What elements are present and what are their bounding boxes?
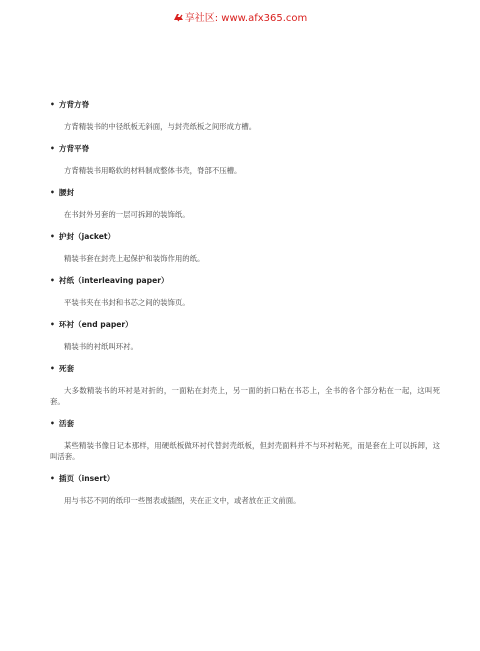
- glossary-entry: [50, 100, 440, 132]
- entry-term: • 活套: [50, 419, 75, 428]
- entry-definition: 方背精装书的中径纸板无斜面，与封壳纸板之间形成方槽。: [64, 122, 257, 131]
- glossary-content: [50, 100, 440, 506]
- bullet-icon: •: [50, 144, 55, 153]
- entry-definition: 用与书芯不同的纸印一些图表或插图，夹在正文中，或者放在正文前面。: [64, 496, 301, 505]
- entry-definition: 平装书夹在书封和书芯之间的装饰页。: [64, 298, 190, 307]
- entry-term: • 腰封: [50, 188, 75, 197]
- bullet-icon: •: [50, 232, 55, 241]
- page-header: [0, 9, 480, 24]
- entry-term: • 衬纸（interleaving paper）: [50, 276, 169, 285]
- entry-definition: 精装书套在封壳上起保护和装饰作用的纸。: [64, 254, 205, 263]
- glossary-entry: [50, 232, 440, 264]
- entry-term: • 死套: [50, 364, 75, 373]
- entry-term: • 插页（insert）: [50, 474, 115, 483]
- entry-term: • 方背方脊: [50, 100, 90, 109]
- entry-definition: 精装书的衬纸叫环衬。: [64, 342, 138, 351]
- glossary-entry: [50, 188, 440, 220]
- glossary-entry: [50, 320, 440, 352]
- glossary-entry: [50, 276, 440, 308]
- glossary-entry: [50, 364, 440, 407]
- bullet-icon: •: [50, 320, 55, 329]
- afx-logo-icon: [173, 11, 184, 24]
- bullet-icon: •: [50, 100, 55, 109]
- glossary-entry: [50, 474, 440, 506]
- bullet-icon: •: [50, 419, 55, 428]
- entry-definition: 方背精装书用略软的材料制成整体书壳，脊部不压槽。: [64, 166, 242, 175]
- bullet-icon: •: [50, 474, 55, 483]
- bullet-icon: •: [50, 364, 55, 373]
- entry-definition: 某些精装书像日记本那样，用硬纸板做环衬代替封壳纸板，但封壳面料并不与环衬粘死，而是套在上可以拆卸，这叫活套。: [50, 441, 440, 461]
- glossary-entry: [50, 419, 440, 462]
- entry-definition: 大多数精装书的环衬是对折的，一面粘在封壳上，另一面的折口粘在书芯上，全书的各个部分粘在一起，这叫死套。: [50, 386, 440, 406]
- entry-term: • 环衬（end paper）: [50, 320, 133, 329]
- entry-term: • 方背平脊: [50, 144, 90, 153]
- entry-term: • 护封（jacket）: [50, 232, 116, 241]
- entry-definition: 在书封外另套的一层可拆卸的装饰纸。: [64, 210, 190, 219]
- bullet-icon: •: [50, 188, 55, 197]
- header-site-text[interactable]: 享社区: www.afx365.com: [184, 13, 308, 24]
- glossary-entry: [50, 144, 440, 176]
- bullet-icon: •: [50, 276, 55, 285]
